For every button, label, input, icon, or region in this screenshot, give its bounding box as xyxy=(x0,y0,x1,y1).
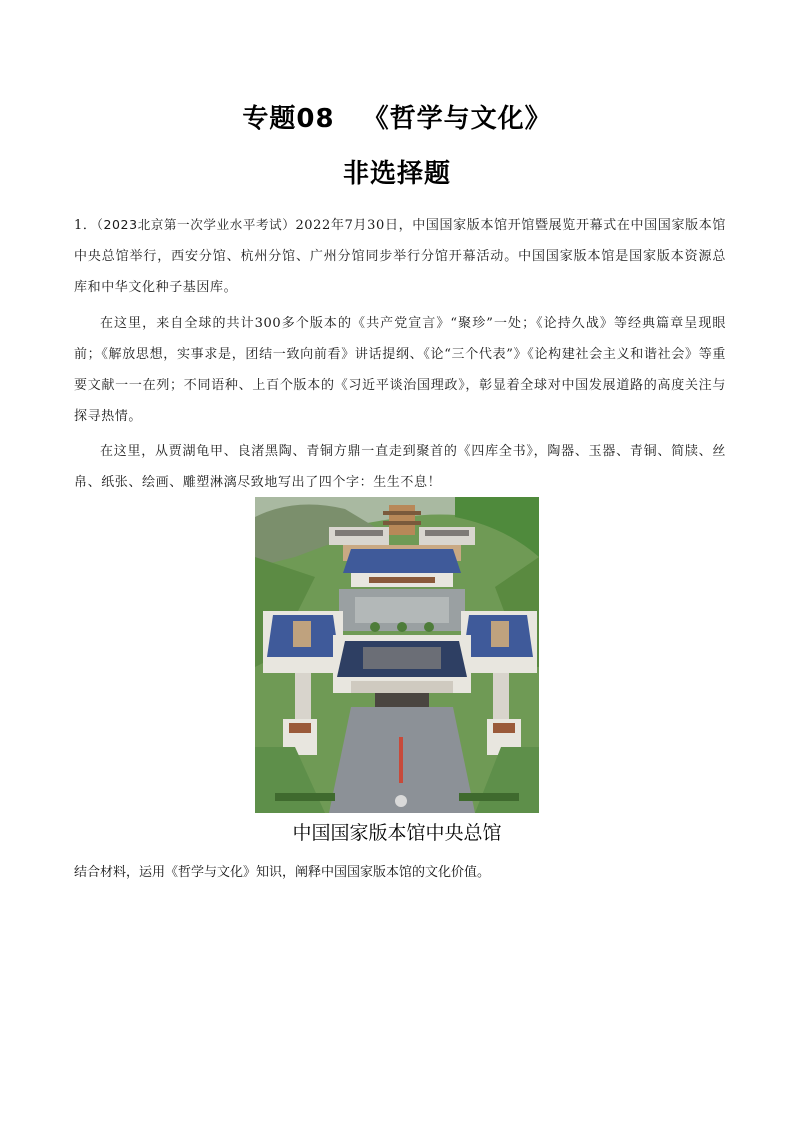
material-text-1: 2022年7月30日，中国国家版本馆开馆暨展览开幕式在中国国家版本馆中央总馆举行，西安分馆、杭州分馆、广州分馆同步举行分馆开幕活动。中国国家版本馆是国家版本资源总库和中华文化种子基因库。 xyxy=(74,218,726,295)
question-material-paragraph-1 xyxy=(74,209,726,303)
question-source: （2023北京第一次学业水平考试） xyxy=(96,217,296,232)
image-caption: 中国国家版本馆中央总馆 xyxy=(292,822,502,844)
page-subtitle: 非选择题 xyxy=(342,159,451,189)
question-number: 1． xyxy=(74,218,97,233)
question-prompt: 结合材料，运用《哲学与文化》知识，阐释中国国家版本馆的文化价值。 xyxy=(74,865,491,880)
question-material-paragraph-3: 在这里，从贾湖龟甲、良渚黑陶、青铜方鼎一直走到聚首的《四库全书》，陶器、玉器、青铜、简牍、丝帛、纸张、绘画、雕塑淋漓尽致地写出了四个字：生生不息！ xyxy=(74,444,726,490)
title-subject: 《哲学与文化》 xyxy=(362,104,552,134)
library-aerial-photo xyxy=(255,497,539,813)
page-title xyxy=(0,98,794,135)
question-material-paragraph-2: 在这里，来自全球的共计300多个版本的《共产党宣言》“聚珍”一处；《论持久战》等经典篇章呈现眼前；《解放思想，实事求是，团结一致向前看》讲话提纲、《论“三个代表”》《论构建社会主义和谐社会》等重要文献一一在列；不同语种、上百个版本的《习近平谈治国理政》，彰显着全球对中国发展道路的高度关注与探寻热情。 xyxy=(74,316,726,424)
title-topic: 专题08 xyxy=(242,104,335,134)
